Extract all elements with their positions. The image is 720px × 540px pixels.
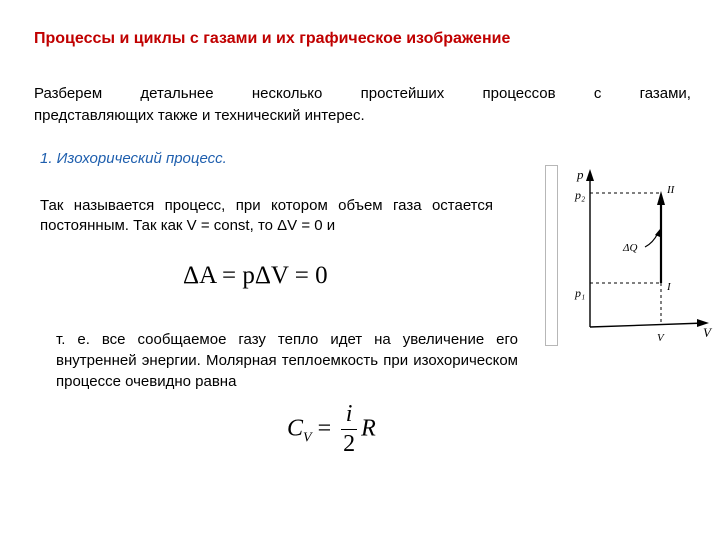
point-1-label: I [667,281,671,293]
fraction-numerator: i [345,401,353,427]
intro-word: с [593,85,602,102]
v-axis-label: V [703,325,711,340]
heat-arrow-head [655,229,660,237]
point-2-label: II [667,184,675,196]
definition-paragraph: Так называется процесс, при котором объем газа остается постоянным. Так как V = const, то ΔV = 0 и [40,197,493,234]
intro-word: простейших [360,85,445,102]
p1-label: p₁ [575,286,586,300]
pv-diagram [545,165,715,350]
formula-lhs: C [287,415,304,442]
work-formula: ΔA = pΔV = 0 [183,262,328,289]
heat-label: ΔQ [623,242,638,254]
p-axis-label: p [577,167,584,182]
intro-word: процессов [482,85,556,102]
explanation-paragraph: т. е. все сообщаемое газу тепло идет на увеличение его внутренней энергии. Молярная теплоемкость при изохорическом процессе очевидно равна [56,331,518,390]
intro-word: детальнее [140,85,214,102]
section-subtitle: 1. Изохорический процесс. [40,150,227,167]
heat-capacity-formula [287,401,376,457]
formula-rhs: R [361,415,376,442]
formula-lhs-subscript: V [303,430,312,446]
intro-paragraph [34,83,691,127]
intro-word: несколько [251,85,323,102]
fraction-bar [341,429,357,430]
diagram-frame [546,166,558,346]
intro-line-1 [34,83,691,105]
p2-label: p₂ [575,188,586,202]
p-axis-arrow [586,169,594,181]
intro-line-2: представляющих также и технический интерес. [34,107,365,124]
formula-equals: = [317,415,332,442]
v-value-label: V [657,332,664,344]
fraction-denominator: 2 [343,431,356,457]
page-title: Процессы и циклы с газами и их графическое изображение [34,30,511,47]
formula-fraction [341,401,357,457]
intro-word: газами, [639,85,691,102]
v-axis [590,323,705,327]
intro-word: Разберем [34,85,103,102]
